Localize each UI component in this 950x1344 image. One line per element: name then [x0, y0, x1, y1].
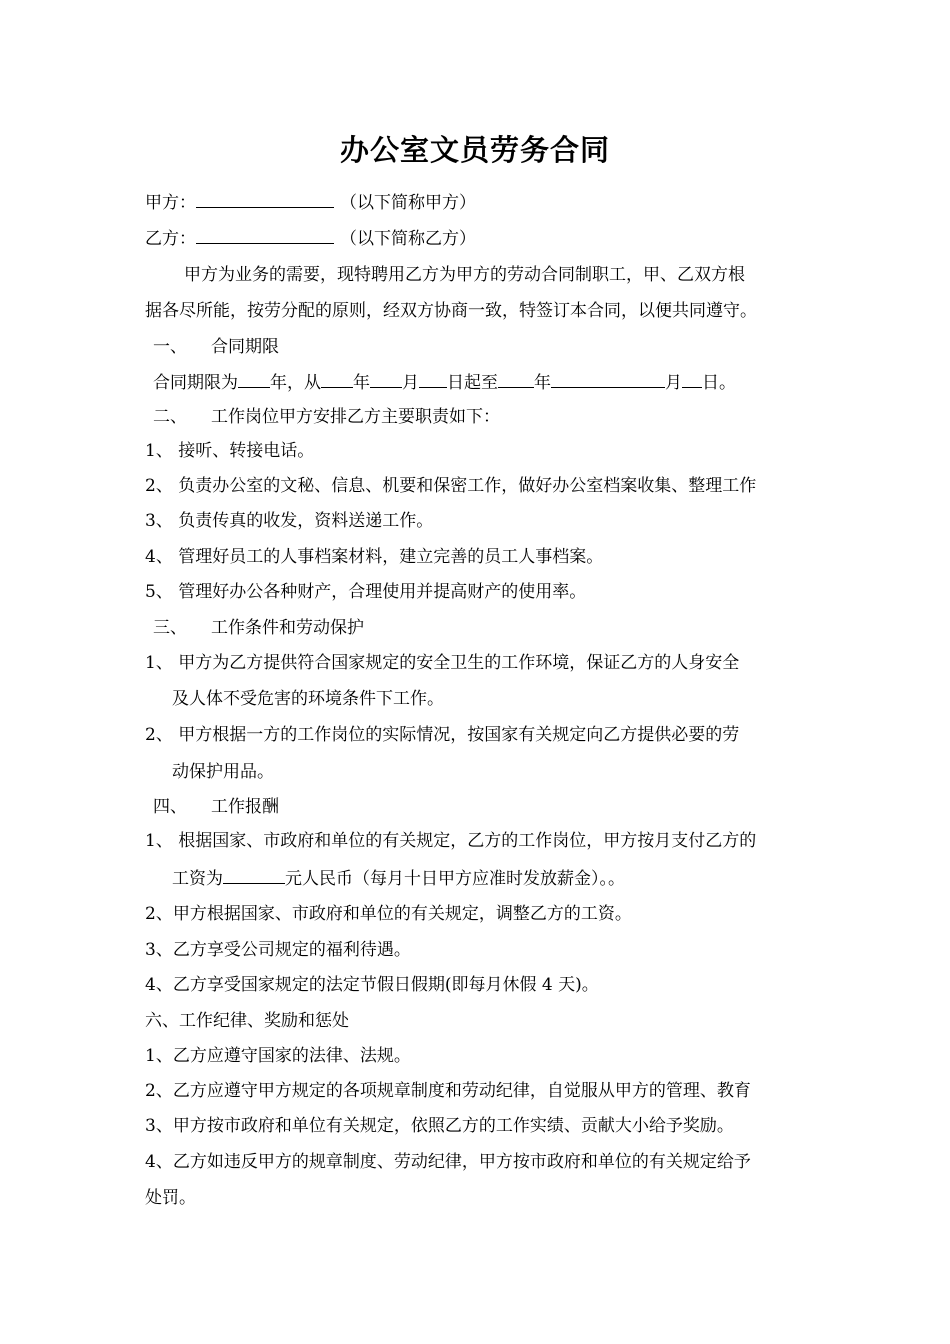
section-3-heading: [153, 616, 364, 640]
section-1-number: 一、: [153, 337, 187, 357]
start-year-blank[interactable]: [321, 370, 353, 388]
section-6-heading: 六、工作纪律、奖励和惩处: [145, 1011, 349, 1031]
end-month-blank[interactable]: [551, 370, 665, 388]
pay-item: 1、 根据国家、市政府和单位的有关规定，乙方的工作岗位，甲方按月支付乙方的: [145, 831, 757, 851]
discipline-item-cont: 处罚。: [145, 1188, 196, 1208]
term-text-a: 合同期限为: [153, 373, 238, 393]
term-line: [153, 370, 736, 394]
term-text-b: 年，从: [270, 373, 321, 393]
duty-item: 3、 负责传真的收发，资料送递工作。: [145, 511, 434, 531]
term-text-d: 月: [402, 373, 419, 393]
section-4-number: 四、: [153, 797, 187, 817]
intro-line-2: 据各尽所能，按劳分配的原则，经双方协商一致，特签订本合同，以便共同遵守。: [145, 301, 757, 321]
term-text-h: 日。: [702, 373, 736, 393]
section-2-number: 二、: [153, 407, 187, 427]
condition-item-cont: 动保护用品。: [172, 762, 274, 782]
duty-item: 1、 接听、转接电话。: [145, 441, 315, 461]
start-month-blank[interactable]: [370, 370, 402, 388]
section-4-heading: [153, 795, 279, 819]
pay-item: 3、乙方享受公司规定的福利待遇。: [145, 940, 411, 960]
section-1-title: 合同期限: [211, 337, 279, 357]
term-text-e: 日起至: [447, 373, 498, 393]
party-b-label: 乙方：: [145, 229, 196, 249]
pay-item: 2、甲方根据国家、市政府和单位的有关规定，调整乙方的工资。: [145, 904, 632, 924]
party-a-label: 甲方：: [145, 193, 196, 213]
term-text-g: 月: [665, 373, 682, 393]
intro-line-1: 甲方为业务的需要，现特聘用乙方为甲方的劳动合同制职工，甲、乙双方根: [184, 265, 745, 285]
condition-item-cont: 及人体不受危害的环境条件下工作。: [172, 689, 444, 709]
party-a-note: （以下简称甲方）: [340, 193, 476, 213]
party-b-blank[interactable]: [196, 226, 334, 244]
party-a-line: [145, 190, 476, 214]
discipline-item: 3、甲方按市政府和单位有关规定，依照乙方的工作实绩、贡献大小给予奖励。: [145, 1116, 734, 1136]
salary-text-a: 工资为: [172, 869, 223, 889]
salary-amount-blank[interactable]: [223, 866, 285, 884]
end-day-blank[interactable]: [682, 370, 702, 388]
condition-item: 1、 甲方为乙方提供符合国家规定的安全卫生的工作环境，保证乙方的人身安全: [145, 653, 740, 673]
party-b-line: [145, 226, 476, 250]
duty-item: 4、 管理好员工的人事档案材料，建立完善的员工人事档案。: [145, 547, 604, 567]
pay-item: 4、乙方享受国家规定的法定节假日假期(即每月休假 4 天)。: [145, 975, 599, 995]
section-2-title: 工作岗位甲方安排乙方主要职责如下：: [211, 407, 500, 427]
section-4-title: 工作报酬: [211, 797, 279, 817]
term-text-f: 年: [534, 373, 551, 393]
section-2-heading: [153, 405, 500, 429]
term-years-blank[interactable]: [238, 370, 270, 388]
discipline-item: 1、乙方应遵守国家的法律、法规。: [145, 1046, 411, 1066]
end-year-blank[interactable]: [498, 370, 534, 388]
duty-item: 5、 管理好办公各种财产，合理使用并提高财产的使用率。: [145, 582, 587, 602]
party-a-blank[interactable]: [196, 190, 334, 208]
party-b-note: （以下简称乙方）: [340, 229, 476, 249]
discipline-item: 2、乙方应遵守甲方规定的各项规章制度和劳动纪律，自觉服从甲方的管理、教育: [145, 1081, 751, 1101]
section-3-title: 工作条件和劳动保护: [211, 618, 364, 638]
start-day-blank[interactable]: [419, 370, 447, 388]
salary-line: [172, 866, 625, 890]
duty-item: 2、 负责办公室的文秘、信息、机要和保密工作，做好办公室档案收集、整理工作: [145, 476, 757, 496]
section-1-heading: [153, 335, 279, 359]
section-3-number: 三、: [153, 618, 187, 638]
salary-text-b: 元人民币（每月十日甲方应准时发放薪金）。。: [285, 869, 625, 889]
discipline-item: 4、乙方如违反甲方的规章制度、劳动纪律，甲方按市政府和单位的有关规定给予: [145, 1152, 751, 1172]
term-text-c: 年: [353, 373, 370, 393]
document-title: 办公室文员劳务合同: [339, 133, 610, 167]
condition-item: 2、 甲方根据一方的工作岗位的实际情况，按国家有关规定向乙方提供必要的劳: [145, 725, 740, 745]
